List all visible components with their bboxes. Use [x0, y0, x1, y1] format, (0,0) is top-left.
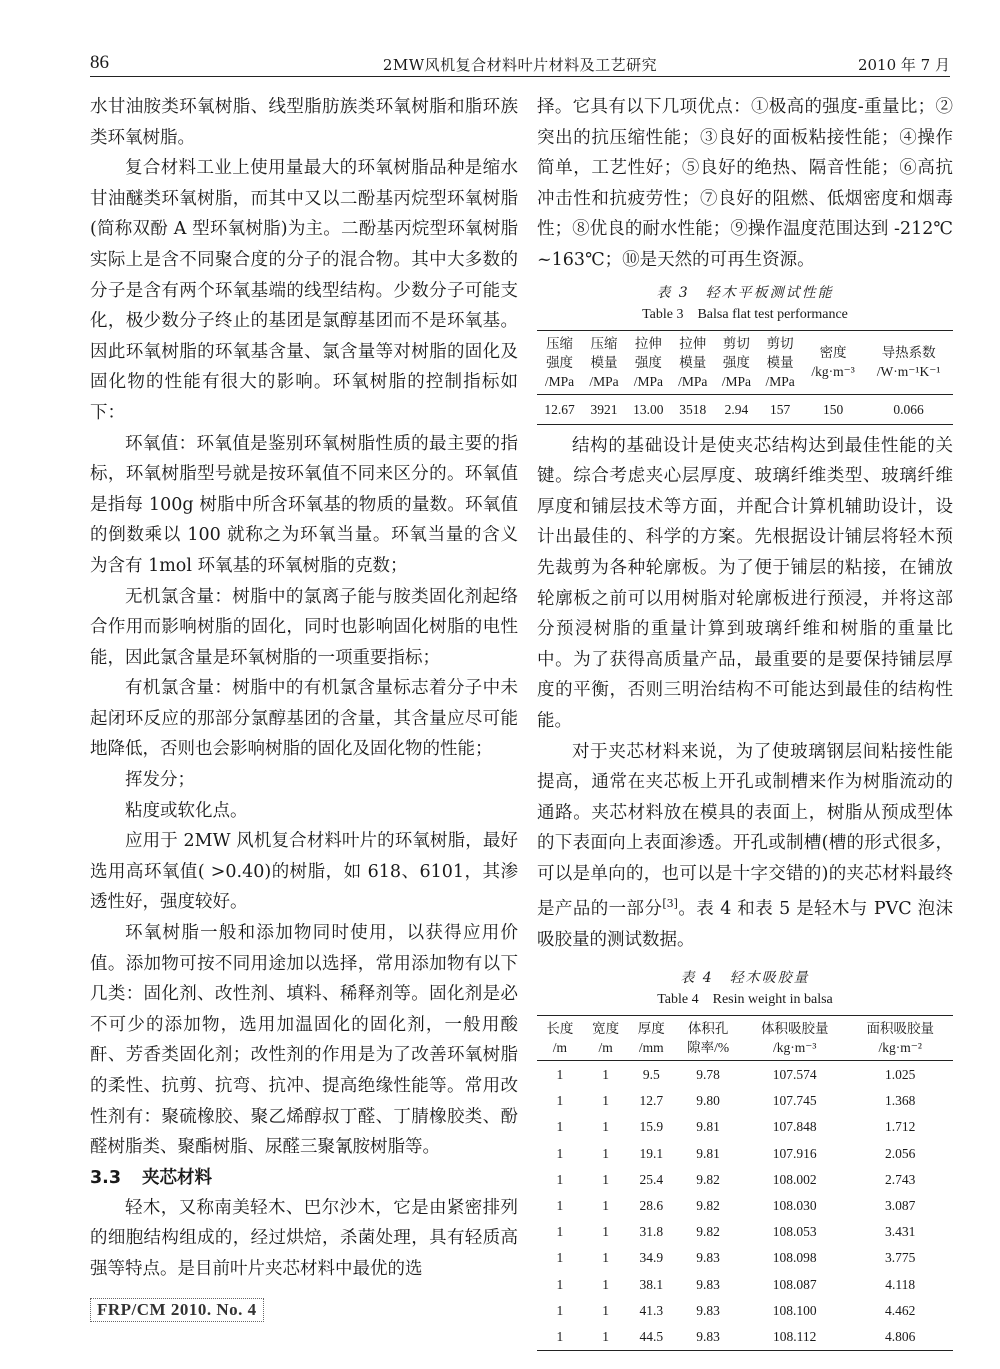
paragraph: 轻木，又称南美轻木、巴尔沙木，它是由紧密排列的细胞结构组成的，经过烘焙，杀菌处理，具有轻质高强等特点。是目前叶片夹芯材料中最优的选 — [90, 1197, 518, 1279]
table3 — [537, 330, 953, 425]
table-header-cell: 密度 /kg·m⁻³ — [802, 330, 864, 394]
table-header-cell: 压缩 模量 /MPa — [582, 330, 626, 394]
table-header-cell: 剪切 模量 /MPa — [758, 330, 802, 394]
table-header-cell: 厚度 /mm — [628, 1016, 674, 1061]
table-row: 1 1 41.3 9.83 108.100 4.462 — [556, 1302, 916, 1318]
table-row: 1 1 34.9 9.83 108.098 3.775 — [556, 1250, 916, 1266]
table-row: 1 1 15.9 9.81 107.848 1.712 — [556, 1119, 916, 1135]
section-heading — [90, 1163, 518, 1193]
table-header-cell: 压缩 强度 /MPa — [537, 330, 582, 394]
section-title: 夹芯材料 — [142, 1167, 213, 1188]
table4-caption-en: Table 4 Resin weight in balsa — [657, 992, 833, 1008]
paragraph: 环氧树脂一般和添加物同时使用，以获得应用价值。添加物可按不同用途加以选择，常用添加物有以下几类：固化剂、改性剂、填料、稀释剂等。固化剂是必不可少的添加物，选用加温固化的固化剂，一般用酸酐、芳香类固化剂；改性剂的作用是为了改善环氧树脂的柔性、抗剪、抗弯、抗冲、提高绝缘性能等。常用改性剂有：聚硫橡胶、聚乙烯醇叔丁醛、丁腈橡胶类、酚醛树脂类、聚酯树脂、尿醛三聚氰胺树脂等。 — [90, 923, 518, 1158]
table-header-cell: 剪切 强度 /MPa — [715, 330, 759, 394]
table-header-cell: 导热系数 /W·m⁻¹K⁻¹ — [864, 330, 953, 394]
table-row: 1 1 12.7 9.80 107.745 1.368 — [556, 1093, 916, 1109]
running-title: 2MW风机复合材料叶片材料及工艺研究 — [382, 56, 658, 74]
paragraph-text: 对于夹芯材料来说，为了使玻璃钢层间粘接性能提高，通常在夹芯板上开孔或制槽来作为树脂流动的通路。夹芯材料放在模具的表面上，树脂从预成型体的下表面向上表面渗透。开孔或制槽(槽的形式很多，可以是单向的，也可以是十字交错的)的夹芯材料最终是产品的一部分 — [537, 741, 953, 920]
table-cell: 2.94 — [715, 394, 759, 424]
table-cell: 13.00 — [626, 394, 671, 424]
table-cell: 3518 — [671, 394, 715, 424]
paragraph: 水甘油胺类环氧树脂、线型脂肪族类环氧树脂和脂环族类环氧树脂。 — [90, 97, 518, 148]
issue-date: 2010 年 7 月 — [857, 56, 950, 74]
paragraph: 应用于 2MW 风机复合材料叶片的环氧树脂，最好选用高环氧值( >0.40)的树脂，如 618、6101，其渗透性好，强度较好。 — [90, 831, 518, 913]
paragraph: 结构的基础设计是使夹芯结构达到最佳性能的关键。综合考虑夹心层厚度、玻璃纤维类型、玻璃纤维厚度和铺层技术等方面，并配合计算机辅助设计，设计出最佳的、科学的方案。先根据设计铺层将轻木预先裁剪为各种轮廓板。为了便于铺层的粘接，在铺放轮廓板之前可以用树脂对轮廓板进行预浸，并将这部分预浸树脂的重量计算到玻璃纤维和树脂的重量比中。为了获得高质量产品，最重要的是要保持铺层厚度的平衡，否则三明治结构不可能达到最佳的结构性能。 — [537, 435, 953, 731]
table-cell: 12.67 — [537, 394, 582, 424]
page-header — [90, 50, 950, 77]
table-header-cell: 体积吸胶量 /kg·m⁻³ — [742, 1016, 847, 1061]
table3-caption-en: Table 3 Balsa flat test performance — [642, 306, 848, 322]
citation-ref[interactable]: [3] — [662, 897, 678, 911]
table-header-cell: 体积孔 隙率/% — [674, 1016, 742, 1061]
table-row: 1 1 25.4 9.82 108.002 2.743 — [556, 1171, 916, 1187]
table4-caption-cn: 表 4 轻木吸胶量 — [680, 970, 810, 987]
table-header-cell: 拉伸 强度 /MPa — [626, 330, 671, 394]
paragraph: 复合材料工业上使用量最大的环氧树脂品种是缩水甘油醚类环氧树脂，而其中又以二酚基丙烷型环氧树脂(简称双酚 A 型环氧树脂)为主。二酚基丙烷型环氧树脂实际上是含不同聚合度的分子的混合物。其中大多数的分子是含有两个环氧基端的线型结构。少数分子可能支化，极少数分子终止的基团是氯醇基团而不是环氧基。因此环氧树脂的环氧基含量、氯含量等对树脂的固化及固化物的性能有很大的影响。环氧树脂的控制指标如下： — [90, 158, 518, 423]
table4 — [537, 1015, 953, 1350]
right-column — [537, 92, 953, 1351]
paragraph: 挥发分； — [125, 770, 195, 791]
table-cell: 150 — [802, 394, 864, 424]
table-cell: 157 — [758, 394, 802, 424]
table-row: 1 1 31.8 9.82 108.053 3.431 — [556, 1224, 916, 1240]
paragraph: 有机氯含量：树脂中的有机氯含量标志着分子中未起闭环反应的那部分氯醇基团的含量，其含量应尽可能地降低，否则也会影响树脂的固化及固化物的性能； — [90, 678, 518, 760]
table-row: 1 1 9.5 9.78 107.574 1.025 — [556, 1067, 916, 1083]
left-column — [90, 92, 518, 1285]
table-header-cell: 长度 /m — [537, 1016, 583, 1061]
page-number: 86 — [90, 52, 109, 73]
journal-footer: FRP/CM 2010. No. 4 — [90, 1298, 264, 1322]
table-header-cell: 面积吸胶量 /kg·m⁻² — [847, 1016, 953, 1061]
table-cell: 3921 — [582, 394, 626, 424]
table-row: 1 1 19.1 9.81 107.916 2.056 — [556, 1145, 916, 1161]
paragraph — [537, 737, 953, 956]
paragraph: 无机氯含量：树脂中的氯离子能与胺类固化剂起络合作用而影响树脂的固化，同时也影响固化树脂的电性能，因此氯含量是环氧树脂的一项重要指标； — [90, 586, 518, 668]
table3-caption-cn: 表 3 轻木平板测试性能 — [656, 284, 834, 301]
table-row: 1 1 38.1 9.83 108.087 4.118 — [556, 1276, 916, 1292]
paragraph: 择。它具有以下几项优点：①极高的强度-重量比；②突出的抗压缩性能；③良好的面板粘接性能；④操作简单，工艺性好；⑤良好的绝热、隔音性能；⑥高抗冲击性和抗疲劳性；⑦良好的阻燃、低烟密度和烟毒性；⑧优良的耐水性能；⑨操作温度范围达到 -212℃ ~163℃；⑩是天然的可再生资源。 — [537, 97, 953, 270]
table-row — [537, 394, 953, 424]
table-header-cell: 宽度 /m — [583, 1016, 629, 1061]
table-header-cell: 拉伸 模量 /MPa — [671, 330, 715, 394]
table-row: 1 1 44.5 9.83 108.112 4.806 — [537, 1323, 953, 1350]
table-row: 1 1 28.6 9.82 108.030 3.087 — [556, 1198, 916, 1214]
table-cell: 0.066 — [864, 394, 953, 424]
paragraph-text: 。表 4 和表 5 是轻木与 PVC 泡沫吸胶量的测试数据。 — [537, 899, 954, 950]
paragraph: 粘度或软化点。 — [125, 800, 248, 821]
section-number: 3.3 — [90, 1167, 122, 1188]
paragraph: 环氧值：环氧值是鉴别环氧树脂性质的最主要的指标，环氧树脂型号就是按环氧值不同来区分的。环氧值是指每 100g 树脂中所含环氧基的物质的量数。环氧值的倒数乘以 100 就称之为环氧当量。环氧当量的含义为含有 1mol 环氧基的环氧树脂的克数； — [90, 433, 518, 576]
